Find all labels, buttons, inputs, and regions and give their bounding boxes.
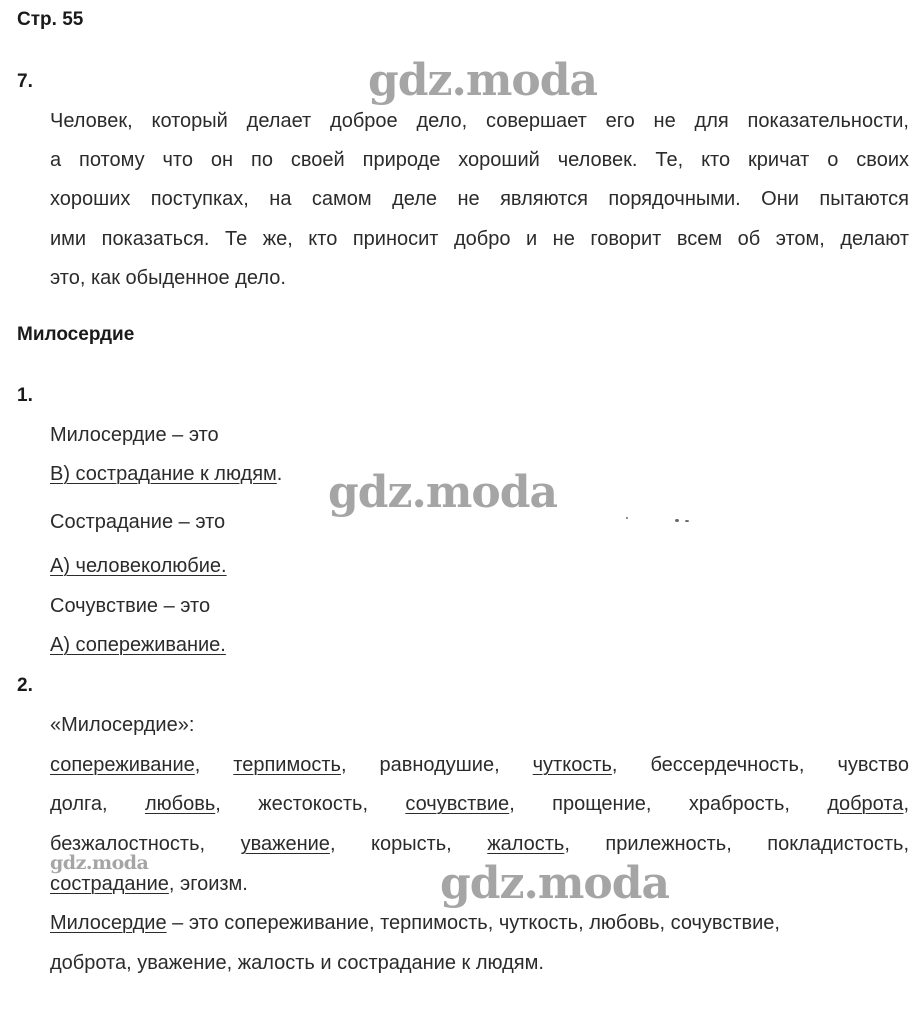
page-label: Стр. 55 [17, 9, 84, 30]
answer-mercy [50, 462, 282, 486]
conclusion-text: – это сопереживание, терпимость, чуткость, любовь, сочувствие, [166, 912, 780, 934]
word-selected: сопереживание [50, 754, 195, 776]
word: храбрость [688, 793, 785, 815]
word: покладистость [767, 833, 904, 855]
answer-sympathy [50, 633, 226, 657]
word: равнодушие [379, 754, 495, 776]
conclusion-line [50, 911, 780, 935]
scan-speck [626, 517, 628, 519]
section-title: Милосердие [17, 324, 135, 345]
question-mercy: Милосердие – это [50, 424, 219, 446]
word-selected: чуткость [532, 754, 612, 776]
watermark: gdz.moda [440, 858, 670, 909]
word: эгоизм [180, 873, 243, 895]
word-selected: доброта [827, 793, 904, 815]
question-compassion: Сострадание – это [50, 511, 226, 533]
word: корысть [370, 833, 447, 855]
watermark: gdz.moda [50, 852, 149, 874]
word-selected: сострадание [50, 873, 169, 895]
word-selected: любовь [144, 793, 216, 815]
task-1-number: 1. [17, 385, 33, 406]
word: жестокость [258, 793, 363, 815]
answer-compassion [50, 554, 227, 578]
task-2-number: 2. [17, 675, 33, 696]
text-line: это, как обыденное дело. [50, 267, 286, 289]
text-line: хороших поступках, на самом деле не являются порядочными. Они пытаются [50, 188, 909, 210]
text-line: Человек, который делает доброе дело, совершает его не для показательности, [50, 110, 909, 132]
word-selected: сочувствие [405, 793, 510, 815]
text-line: а потому что он по своей природе хороший человек. Те, кто кричат о своих [50, 149, 909, 171]
scan-speck [685, 520, 689, 522]
scan-speck [675, 519, 679, 522]
watermark: gdz.moda [328, 467, 558, 518]
conclusion-line: доброта, уважение, жалость и сострадание к людям. [50, 952, 544, 974]
word: чувство [837, 754, 909, 776]
word-selected: жалость [487, 833, 565, 855]
word-list-line: сопереживание, терпимость, равнодушие, чуткость, бессердечность, чувство [50, 754, 909, 776]
word: бессердечность [650, 754, 799, 776]
word: долга [50, 793, 103, 815]
word: безжалостность [50, 833, 200, 855]
word-list-line: безжалостность, уважение, корысть, жалость, прилежность, покладистость, [50, 833, 910, 855]
answer-period: . [276, 463, 283, 485]
word-list-line: долга, любовь, жестокость, сочувствие, прощение, храбрость, доброта, [50, 793, 909, 815]
word-selected: терпимость [233, 754, 341, 776]
word: прилежность [605, 833, 727, 855]
word-list-line: сострадание, эгоизм. [50, 873, 248, 895]
answer-text: А) человеколюбие. [50, 555, 227, 577]
task-2-intro: «Милосердие»: [50, 714, 195, 736]
task-7-number: 7. [17, 71, 33, 92]
answer-text: В) сострадание к людям [50, 463, 277, 485]
text-line: ими показаться. Те же, кто приносит добро и не говорит всем об этом, делают [50, 228, 909, 250]
word: прощение [552, 793, 646, 815]
word-selected: уважение [240, 833, 330, 855]
answer-text: А) сопереживание. [50, 634, 226, 656]
conclusion-term: Милосердие [50, 912, 167, 934]
question-sympathy: Сочувствие – это [50, 595, 211, 617]
watermark: gdz.moda [368, 55, 598, 106]
